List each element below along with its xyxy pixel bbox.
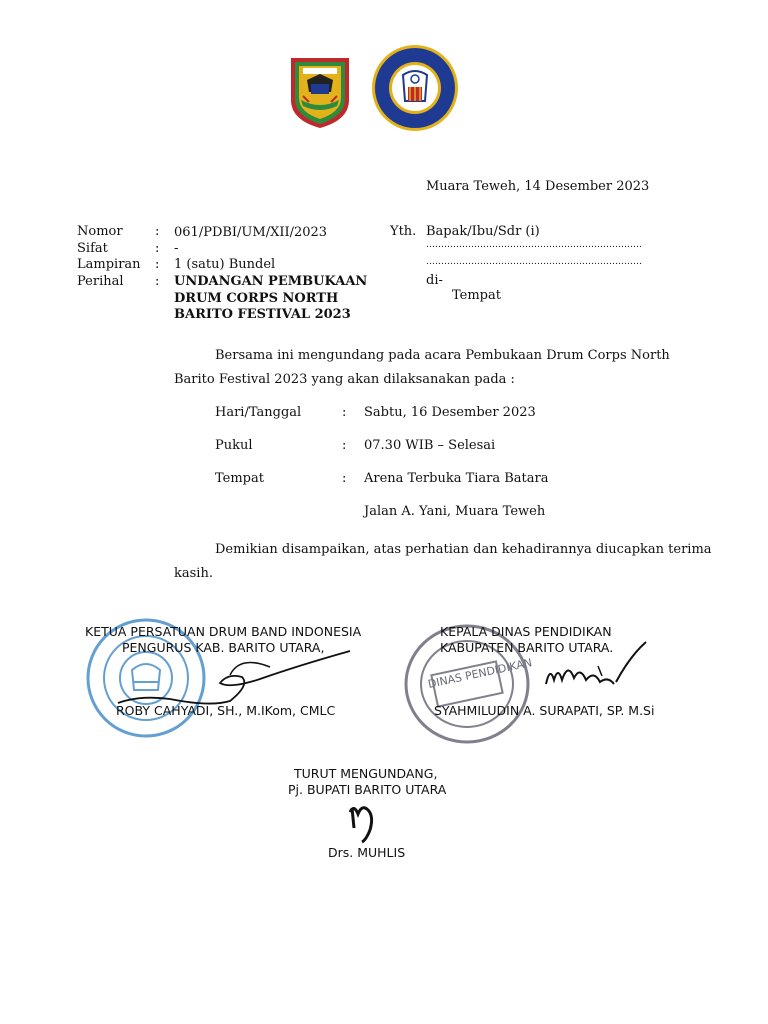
recipient-tempat: Tempat bbox=[452, 288, 501, 303]
detail-value-tempat: Arena Terbuka Tiara Batara bbox=[364, 471, 549, 486]
bottom-title-2: Pj. BUPATI BARITO UTARA bbox=[288, 782, 447, 797]
intro-line-2: Barito Festival 2023 yang akan dilaksanakan pada : bbox=[174, 372, 515, 387]
sifat-value: - bbox=[174, 241, 179, 256]
right-signature-icon bbox=[538, 636, 653, 696]
bottom-title-1: TURUT MENGUNDANG, bbox=[294, 766, 438, 781]
sifat-colon: : bbox=[155, 241, 160, 256]
detail-colon-hari: : bbox=[342, 405, 347, 420]
left-signer-title-1: KETUA PERSATUAN DRUM BAND INDONESIA bbox=[85, 624, 362, 639]
detail-colon-tempat: : bbox=[342, 471, 347, 486]
perihal-line-1: UNDANGAN PEMBUKAAN bbox=[174, 274, 368, 289]
detail-value-pukul: 07.30 WIB – Selesai bbox=[364, 438, 496, 453]
perihal-label: Perihal bbox=[77, 274, 124, 289]
detail-value-hari: Sabtu, 16 Desember 2023 bbox=[364, 405, 536, 420]
recipient-blank-line-1: ……………………………………………………………… bbox=[426, 240, 642, 250]
lampiran-value: 1 (satu) Bundel bbox=[174, 257, 276, 272]
pdbi-emblem-logo bbox=[370, 43, 460, 133]
recipient-blank-line-2: ……………………………………………………………… bbox=[426, 257, 642, 267]
stamp-center-label: DINAS PENDIDIKAN bbox=[426, 656, 534, 691]
bottom-signature-icon bbox=[344, 800, 384, 844]
recipient-di: di- bbox=[426, 273, 443, 288]
lampiran-label: Lampiran bbox=[77, 257, 141, 272]
sifat-label: Sifat bbox=[77, 241, 108, 256]
nomor-value: 061/PDBI/UM/XII/2023 bbox=[174, 225, 328, 240]
detail-colon-pukul: : bbox=[342, 438, 347, 453]
right-signer-title-1: KEPALA DINAS PENDIDIKAN bbox=[440, 624, 612, 639]
perihal-line-3: BARITO FESTIVAL 2023 bbox=[174, 307, 351, 322]
detail-label-hari: Hari/Tanggal bbox=[215, 405, 302, 420]
lampiran-colon: : bbox=[155, 257, 160, 272]
detail-address: Jalan A. Yani, Muara Teweh bbox=[364, 504, 546, 519]
right-signer-name: SYAHMILUDIN A. SURAPATI, SP. M.Si bbox=[434, 703, 655, 718]
left-signer-name: ROBY CAHYADI, SH., M.IKom, CMLC bbox=[116, 703, 336, 718]
perihal-colon: : bbox=[155, 274, 160, 289]
recipient-salutation: Bapak/Ibu/Sdr (i) bbox=[426, 224, 540, 239]
nomor-label: Nomor bbox=[77, 224, 123, 239]
perihal-line-2: DRUM CORPS NORTH bbox=[174, 291, 339, 306]
left-signature-icon bbox=[110, 645, 360, 710]
left-signer-title-2: PENGURUS KAB. BARITO UTARA, bbox=[122, 640, 325, 655]
closing-line-2: kasih. bbox=[174, 566, 213, 581]
nomor-colon: : bbox=[155, 224, 160, 239]
place-date: Muara Teweh, 14 Desember 2023 bbox=[426, 179, 650, 194]
yth-label: Yth. bbox=[390, 224, 417, 239]
intro-line-1: Bersama ini mengundang pada acara Pembukaan Drum Corps North bbox=[215, 348, 670, 363]
right-signer-title-2: KABUPATEN BARITO UTARA. bbox=[440, 640, 614, 655]
detail-label-tempat: Tempat bbox=[215, 471, 264, 486]
detail-label-pukul: Pukul bbox=[215, 438, 253, 453]
closing-line-1: Demikian disampaikan, atas perhatian dan kehadirannya diucapkan terima bbox=[215, 542, 712, 557]
bottom-signer-name: Drs. MUHLIS bbox=[328, 845, 406, 860]
regency-shield-logo bbox=[287, 54, 353, 130]
